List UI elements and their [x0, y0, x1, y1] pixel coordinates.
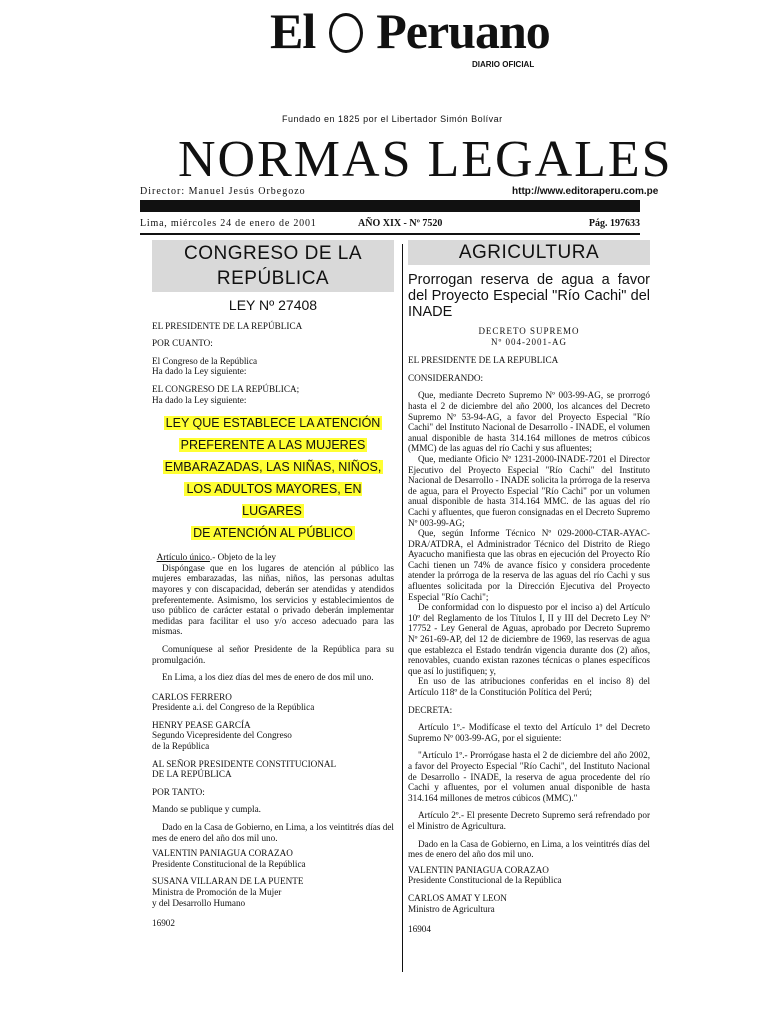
- ha-dado-line-2: Ha dado la Ley siguiente:: [152, 394, 247, 405]
- signatory-name: CARLOS FERRERO: [152, 691, 232, 702]
- article-1: Artículo 1º.- Modifícase el texto del Artículo 1º del Decreto Supremo Nº 003-99-AG, por el siguiente:: [408, 722, 650, 743]
- considerando: CONSIDERANDO:: [408, 372, 484, 383]
- dateline-rule: [140, 233, 640, 235]
- dado-paragraph: Dado en la Casa de Gobierno, en Lima, a los veintitrés días del mes de enero del año dos mil uno.: [408, 838, 650, 860]
- considerando-paragraph: Que, mediante Decreto Supremo Nº 003-99-AG, se prorrogó hasta el 2 de diciembre del año 2000, los alcances del Decreto Supremo Nº 53-94-AG, a favor del Proyecto Especial "Río Cachi" del Instituto Nacional de Desarrollo - INADE, el volumen anual disponible de hasta 314.164 millones de metros cúbicos (MMC) de las aguas del río Cachi y sus afluentes;: [408, 390, 650, 454]
- signatory-title: y del Desarrollo Humano: [152, 897, 246, 908]
- signatory-title: Presidente Constitucional de la República: [152, 858, 306, 869]
- page-number: Pág. 197633: [588, 218, 640, 229]
- signatory-title: Presidente Constitucional de la República: [408, 875, 562, 886]
- dado-paragraph: Dado en la Casa de Gobierno, en Lima, a los veintitrés días del mes de enero del año dos mil uno.: [152, 822, 394, 843]
- al-senor-line: DE LA REPÚBLICA: [152, 769, 232, 780]
- right-column: [408, 240, 650, 942]
- ley-number: LEY Nº 27408: [228, 297, 318, 313]
- comuniquese-paragraph: Comuníquese al señor Presidente de la República para su promulgación.: [152, 643, 394, 665]
- section-heading-congreso: CONGRESO DE LA REPÚBLICA: [152, 240, 394, 292]
- director-line: Director: Manuel Jesús Orbegozo: [140, 186, 306, 197]
- signatory-title: Ministra de Promoción de la Mujer: [152, 887, 282, 897]
- signatory-name: VALENTIN PANIAGUA CORAZAO: [152, 848, 293, 859]
- el-congreso-line: EL CONGRESO DE LA REPÚBLICA;: [152, 383, 300, 394]
- signatory-title: Ministro de Agricultura: [408, 903, 495, 914]
- article-label: Artículo único: [156, 552, 210, 563]
- column-divider: [402, 244, 403, 972]
- considerando-paragraph: En uso de las atribuciones conferidas en el inciso 8) del Artículo 118º de la Constitución Política del Perú;: [408, 676, 650, 697]
- decree-title: Prorrogan reserva de agua a favor del Proyecto Especial "Río Cachi" del INADE: [408, 272, 650, 320]
- diario-oficial-label: DIARIO OFICIAL: [472, 60, 535, 69]
- por-tanto: POR TANTO:: [152, 786, 205, 797]
- issue-number: AÑO XIX - Nº 7520: [358, 218, 443, 229]
- decreta: DECRETA:: [408, 704, 453, 715]
- signatory-name: SUSANA VILLARAN DE LA PUENTE: [152, 876, 304, 887]
- left-column: [152, 240, 394, 936]
- signatory-name: CARLOS AMAT Y LEON: [408, 892, 507, 903]
- considerando-paragraph: Que, según Informe Técnico Nº 029-2000-CTAR-AYAC-DRA/ATDRA, el Administrador Técnico del Distrito de Riego Ayacucho manifiesta que las obras en ejecución del Proyecto Río Cachi tienen un 74% de avance físico y considera procedente atender la prórroga de la reserva de las aguas del río Cachi y sus afluentes solicitada por la Dirección Ejecutiva del Proyecto Especial "Río Cachi";: [408, 528, 650, 602]
- law-title-line: DE ATENCIÓN AL PÚBLICO: [193, 526, 353, 541]
- decree-type: [408, 326, 650, 347]
- article-2: Artículo 2º.- El presente Decreto Supremo será refrendado por el Ministro de Agricultura.: [408, 810, 650, 831]
- normas-legales-title: NORMAS LEGALES: [178, 131, 673, 188]
- law-title-line: LOS ADULTOS MAYORES, EN LUGARES: [186, 482, 362, 519]
- law-title-line: EMBARAZADAS, LAS NIÑAS, NIÑOS,: [164, 460, 382, 475]
- el-peruano-logo: El Peruano: [270, 3, 550, 59]
- considerando-paragraph: De conformidad con lo dispuesto por el inciso a) del Artículo 10º del Reglamento de los Títulos I, II y III del Decreto Ley Nº 17752 - Ley General de Aguas, aprobado por Decreto Supremo Nº 261-69-AP, del 12 de diciembre de 1969, las reservas de agua que establezca el Estado tendrán vigencia durante dos (2) años, renovables, cuando existan razones técnicas o planes específicos que así lo justifiquen; y,: [408, 602, 650, 676]
- law-title-highlight: [152, 412, 394, 544]
- considerando-paragraph: Que, mediante Oficio Nº 1231-2000-INADE-7201 el Director Ejecutivo del Proyecto Especial "Río Cachi" del Instituto Nacional de Desarrollo - INADE solicita la prórroga de la reserva de agua, para el Proyecto Especial "Río Cachi" por un volumen anual disponible de hasta 314.164 MMC. de las aguas del río Cachi y afluentes, que fueron consignadas en el Decreto Supremo Nº 003-99-AG;: [408, 453, 650, 528]
- article-body: Dispóngase que en los lugares de atención al público las mujeres embarazadas, las niñas, niños, las personas adultas mayores y con discapacidad, deberán ser atendidas y atendidos preferentemente. Asimismo, los servicios y establecimientos de uso público de carácter estatal o privado deberán implementar medidas para facilitar el uso y/o acceso adecuado para las mismas.: [152, 562, 394, 637]
- decree-number: Nº 004-2001-AG: [490, 336, 568, 347]
- masthead-rule: [140, 200, 640, 212]
- por-cuanto: POR CUANTO:: [152, 338, 213, 349]
- ha-dado-line: Ha dado la Ley siguiente:: [152, 366, 247, 377]
- signatory-name: HENRY PEASE GARCÍA: [152, 719, 251, 730]
- signatory-name: VALENTIN PANIAGUA CORAZAO: [408, 864, 549, 875]
- al-senor-line: AL SEÑOR PRESIDENTE CONSTITUCIONAL: [152, 758, 337, 769]
- signatory-title: de la República: [152, 741, 210, 752]
- presidente-line: EL PRESIDENTE DE LA REPÚBLICA: [152, 320, 303, 331]
- congreso-line: El Congreso de la República: [152, 355, 258, 366]
- decree-label: DECRETO SUPREMO: [478, 326, 580, 336]
- fundado-line: Fundado en 1825 por el Libertador Simón Bolívar: [282, 114, 503, 124]
- article-1-quote: "Artículo 1º.- Prorrógase hasta el 2 de diciembre del año 2002, a favor del Proyecto Especial "Río Cachi", del Instituto Nacional de Desarrollo - INADE, la reserva de agua procedente del río Cachi y afluentes, por el volumen anual disponible de hasta 314.164 millones de metros cúbicos (MMC).": [408, 750, 650, 803]
- website-link[interactable]: http://www.editoraperu.com.pe: [512, 186, 659, 197]
- signatory-title: Presidente a.i. del Congreso de la República: [152, 702, 315, 713]
- mando-line: Mando se publique y cumpla.: [152, 804, 261, 815]
- document-number: 16902: [152, 918, 175, 929]
- article-heading: [152, 552, 394, 563]
- signatory-title: Segundo Vicepresidente del Congreso: [152, 730, 292, 741]
- document-number: 16904: [408, 924, 431, 935]
- issue-date: Lima, miércoles 24 de enero de 2001: [140, 218, 317, 229]
- section-heading-agricultura: AGRICULTURA: [408, 240, 650, 265]
- en-lima-paragraph: En Lima, a los diez días del mes de enero de dos mil uno.: [162, 672, 374, 683]
- law-title-line: LEY QUE ESTABLECE LA ATENCIÓN: [165, 416, 381, 431]
- presidente-line: EL PRESIDENTE DE LA REPUBLICA: [408, 355, 559, 366]
- coat-of-arms-icon: [329, 13, 363, 53]
- article-subtitle: .- Objeto de la ley: [209, 552, 276, 563]
- law-title-line: PREFERENTE A LAS MUJERES: [180, 438, 366, 453]
